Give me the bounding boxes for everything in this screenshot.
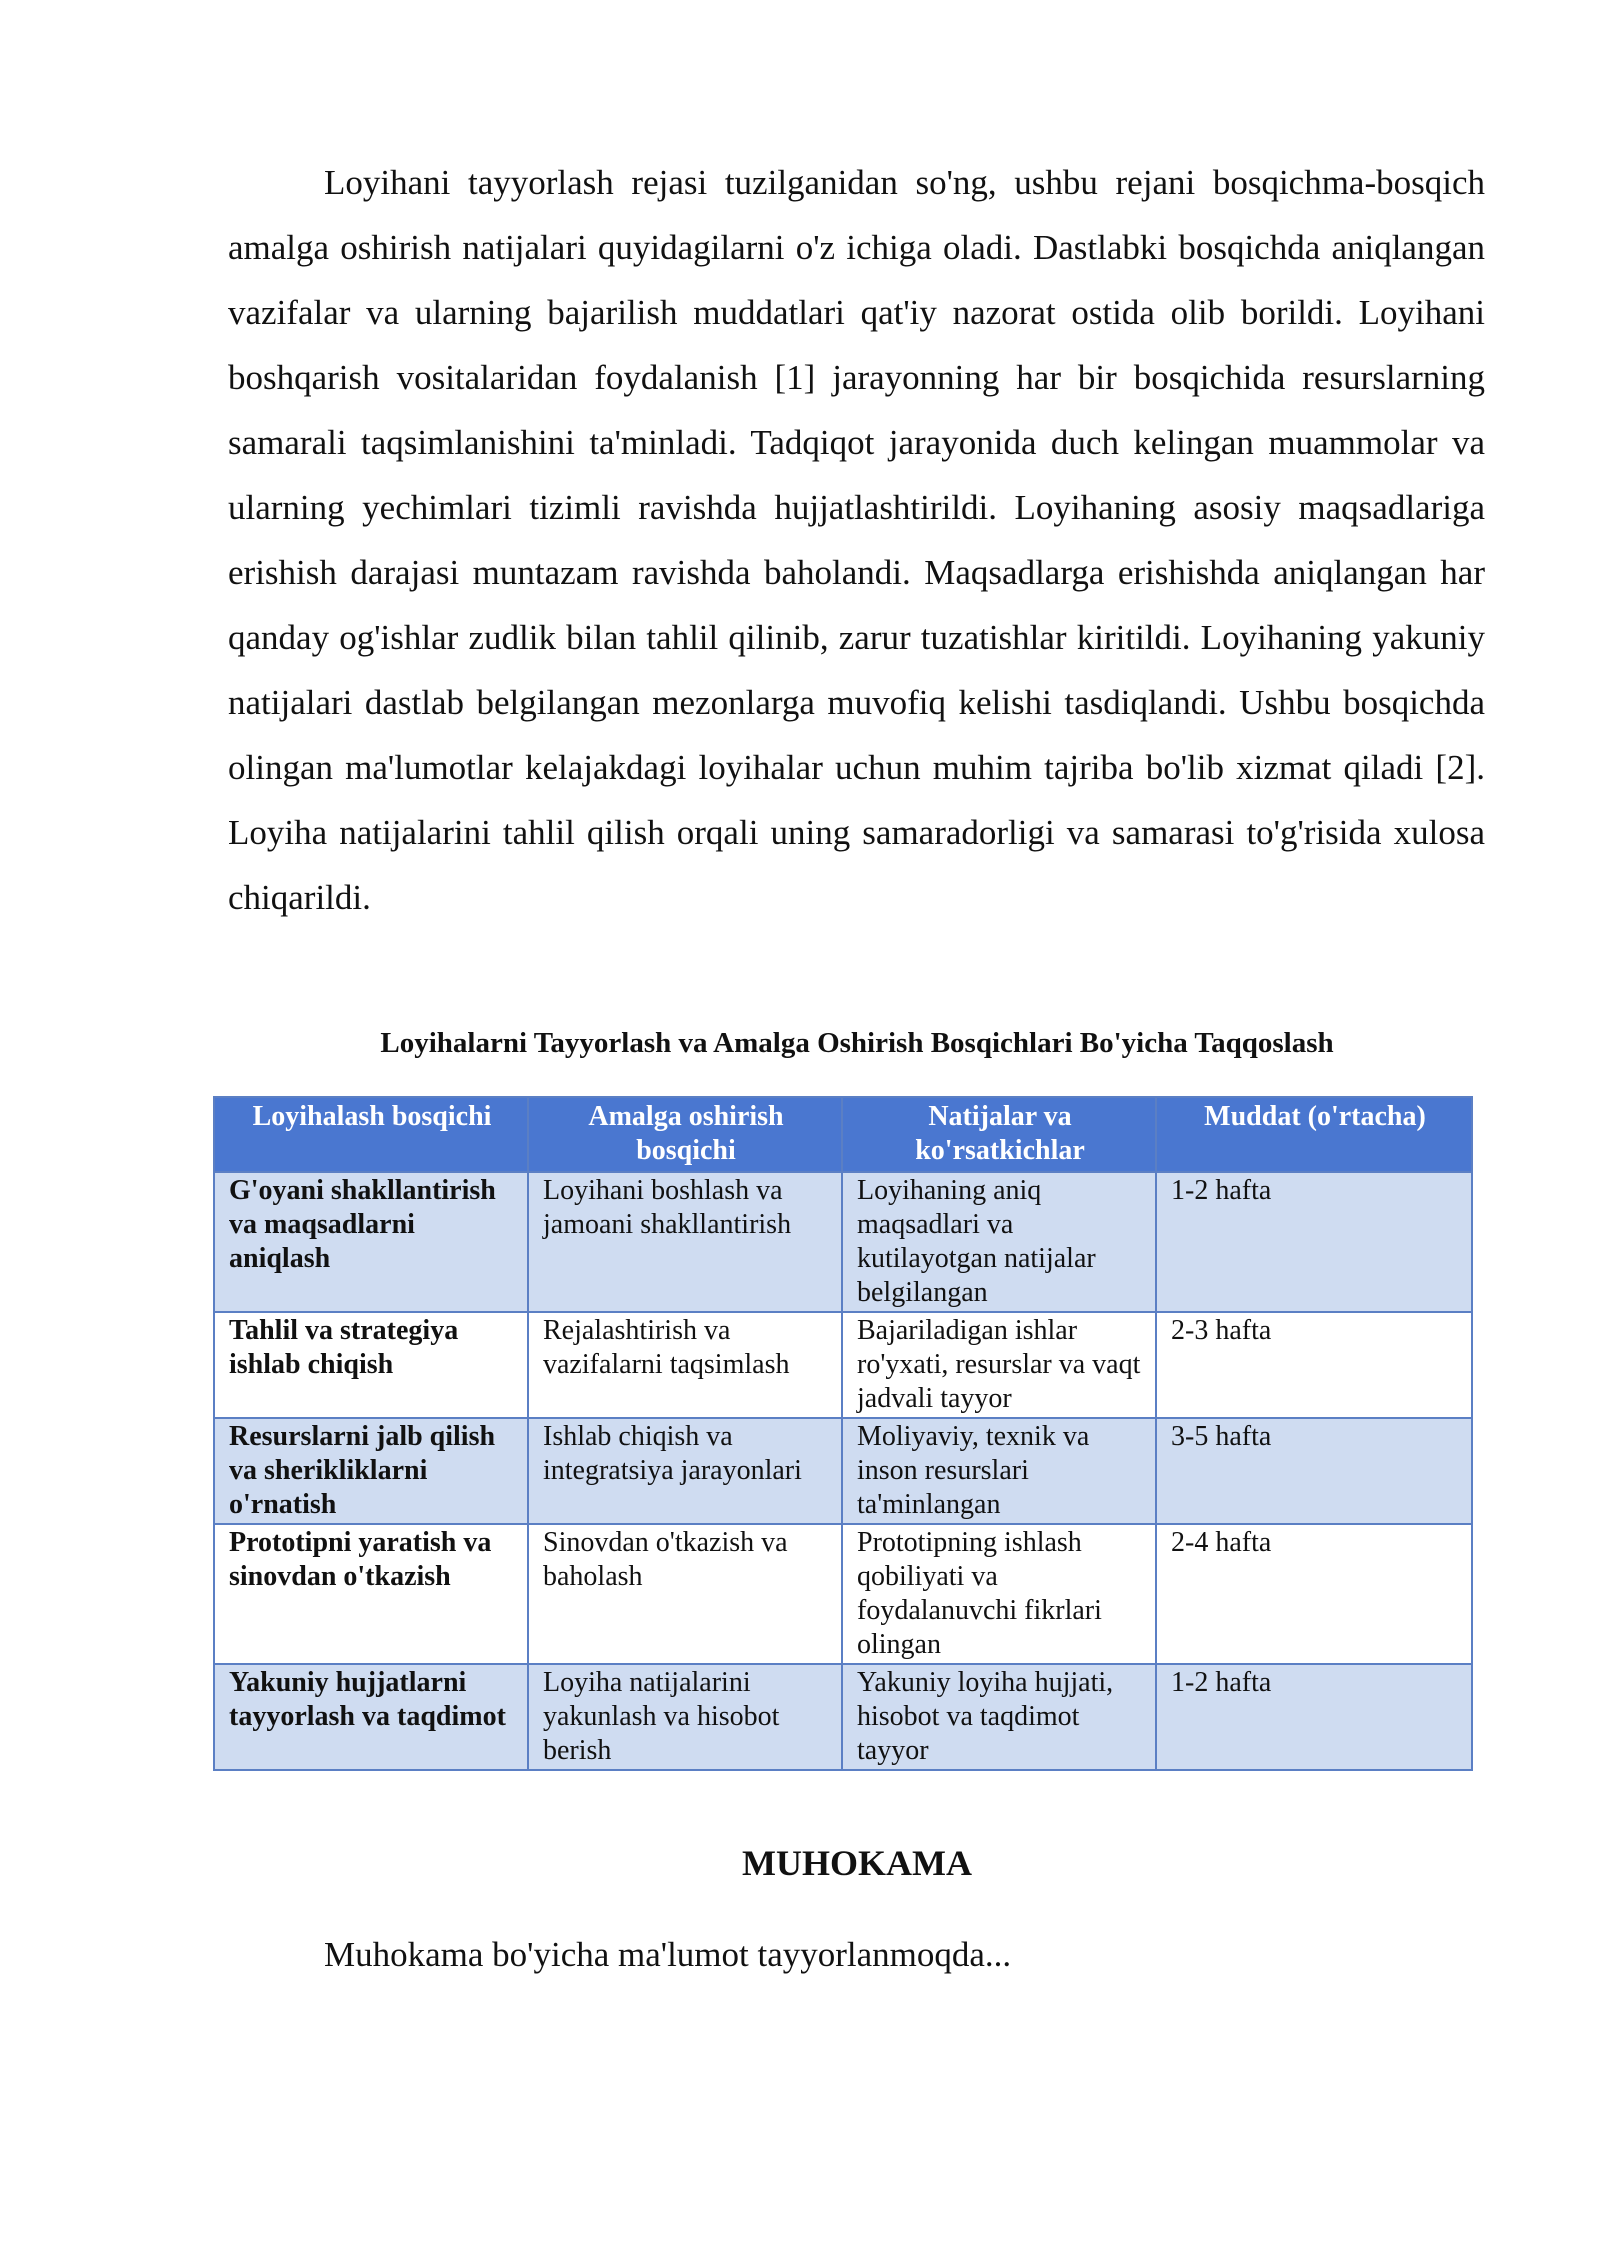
table-row [214, 1418, 1472, 1524]
table-cell: Loyiha natijalarini yakunlash va hisobot berish [528, 1664, 842, 1770]
table-cell: Tahlil va strategiya ishlab chiqish [214, 1312, 528, 1418]
table-cell: Prototipni yaratish va sinovdan o'tkazish [214, 1524, 528, 1664]
discussion-text: Muhokama bo'yicha ma'lumot tayyorlanmoqda... [324, 1935, 1012, 1974]
table-cell: Ishlab chiqish va integratsiya jarayonlari [528, 1418, 842, 1524]
table-row [214, 1172, 1472, 1312]
table-cell: Loyihaning aniq maqsadlari va kutilayotgan natijalar belgilangan [842, 1172, 1156, 1312]
table-cell: Rejalashtirish va vazifalarni taqsimlash [528, 1312, 842, 1418]
results-paragraph: Loyihani tayyorlash rejasi tuzilganidan so'ng, ushbu rejani bosqichma-bosqich amalga oshirish natijalari quyidagilarni o'z ichiga oladi. Dastlabki bosqichda aniqlangan vazifalar va ularning bajarilish muddatlari qat'iy nazorat ostida olib borildi. Loyihani boshqarish vositalaridan foydalanish [1] jarayonning har bir bosqichida resurslarning samarali taqsimlanishini ta'minladi. Tadqiqot jarayonida duch kelingan muammolar va ularning yechimlari tizimli ravishda hujjatlashtirildi. Loyihaning asosiy maqsadlariga erishish darajasi muntazam ravishda baholandi. Maqsadlarga erishishda aniqlangan har qanday og'ishlar zudlik bilan tahlil qilinib, zarur tuzatishlar kiritildi. Loyihaning yakuniy natijalari dastlab belgilangan mezonlarga muvofiq kelishi tasdiqlandi. Ushbu bosqichda olingan ma'lumotlar kelajakdagi loyihalar uchun muhim tajriba bo'lib xizmat qiladi [2]. Loyiha natijalarini tahlil qilish orqali uning samaradorligi va samarasi to'g'risida xulosa chiqarildi. [228, 163, 1485, 917]
table-cell: 2-3 hafta [1156, 1312, 1472, 1418]
table-cell: Sinovdan o'tkazish va baholash [528, 1524, 842, 1664]
header-results: Natijalar va ko'rsatkichlar [842, 1097, 1156, 1172]
header-design-stage: Loyihalash bosqichi [214, 1097, 528, 1172]
table-cell: 1-2 hafta [1156, 1664, 1472, 1770]
table-cell: Yakuniy hujjatlarni tayyorlash va taqdimot [214, 1664, 528, 1770]
table-row [214, 1664, 1472, 1770]
header-duration: Muddat (o'rtacha) [1156, 1097, 1472, 1172]
section-title: MUHOKAMA [742, 1843, 972, 1883]
table-cell: Bajariladigan ishlar ro'yxati, resurslar va vaqt jadvali tayyor [842, 1312, 1156, 1418]
table-cell: Yakuniy loyiha hujjati, hisobot va taqdimot tayyor [842, 1664, 1156, 1770]
table-cell: 1-2 hafta [1156, 1172, 1472, 1312]
table-header-row [214, 1097, 1472, 1172]
header-implementation-stage: Amalga oshirish bosqichi [528, 1097, 842, 1172]
table-row [214, 1524, 1472, 1664]
table-row [214, 1312, 1472, 1418]
table-cell: 2-4 hafta [1156, 1524, 1472, 1664]
table-cell: Prototipning ishlash qobiliyati va foydalanuvchi fikrlari olingan [842, 1524, 1156, 1664]
table-cell: 3-5 hafta [1156, 1418, 1472, 1524]
comparison-table [213, 1096, 1473, 1771]
table-caption: Loyihalarni Tayyorlash va Amalga Oshirish Bosqichlari Bo'yicha Taqqoslash [380, 1027, 1334, 1059]
table-cell: Loyihani boshlash va jamoani shakllantirish [528, 1172, 842, 1312]
table-cell: G'oyani shakllantirish va maqsadlarni aniqlash [214, 1172, 528, 1312]
table-cell: Resurslarni jalb qilish va sherikliklarni o'rnatish [214, 1418, 528, 1524]
table-cell: Moliyaviy, texnik va inson resurslari ta'minlangan [842, 1418, 1156, 1524]
